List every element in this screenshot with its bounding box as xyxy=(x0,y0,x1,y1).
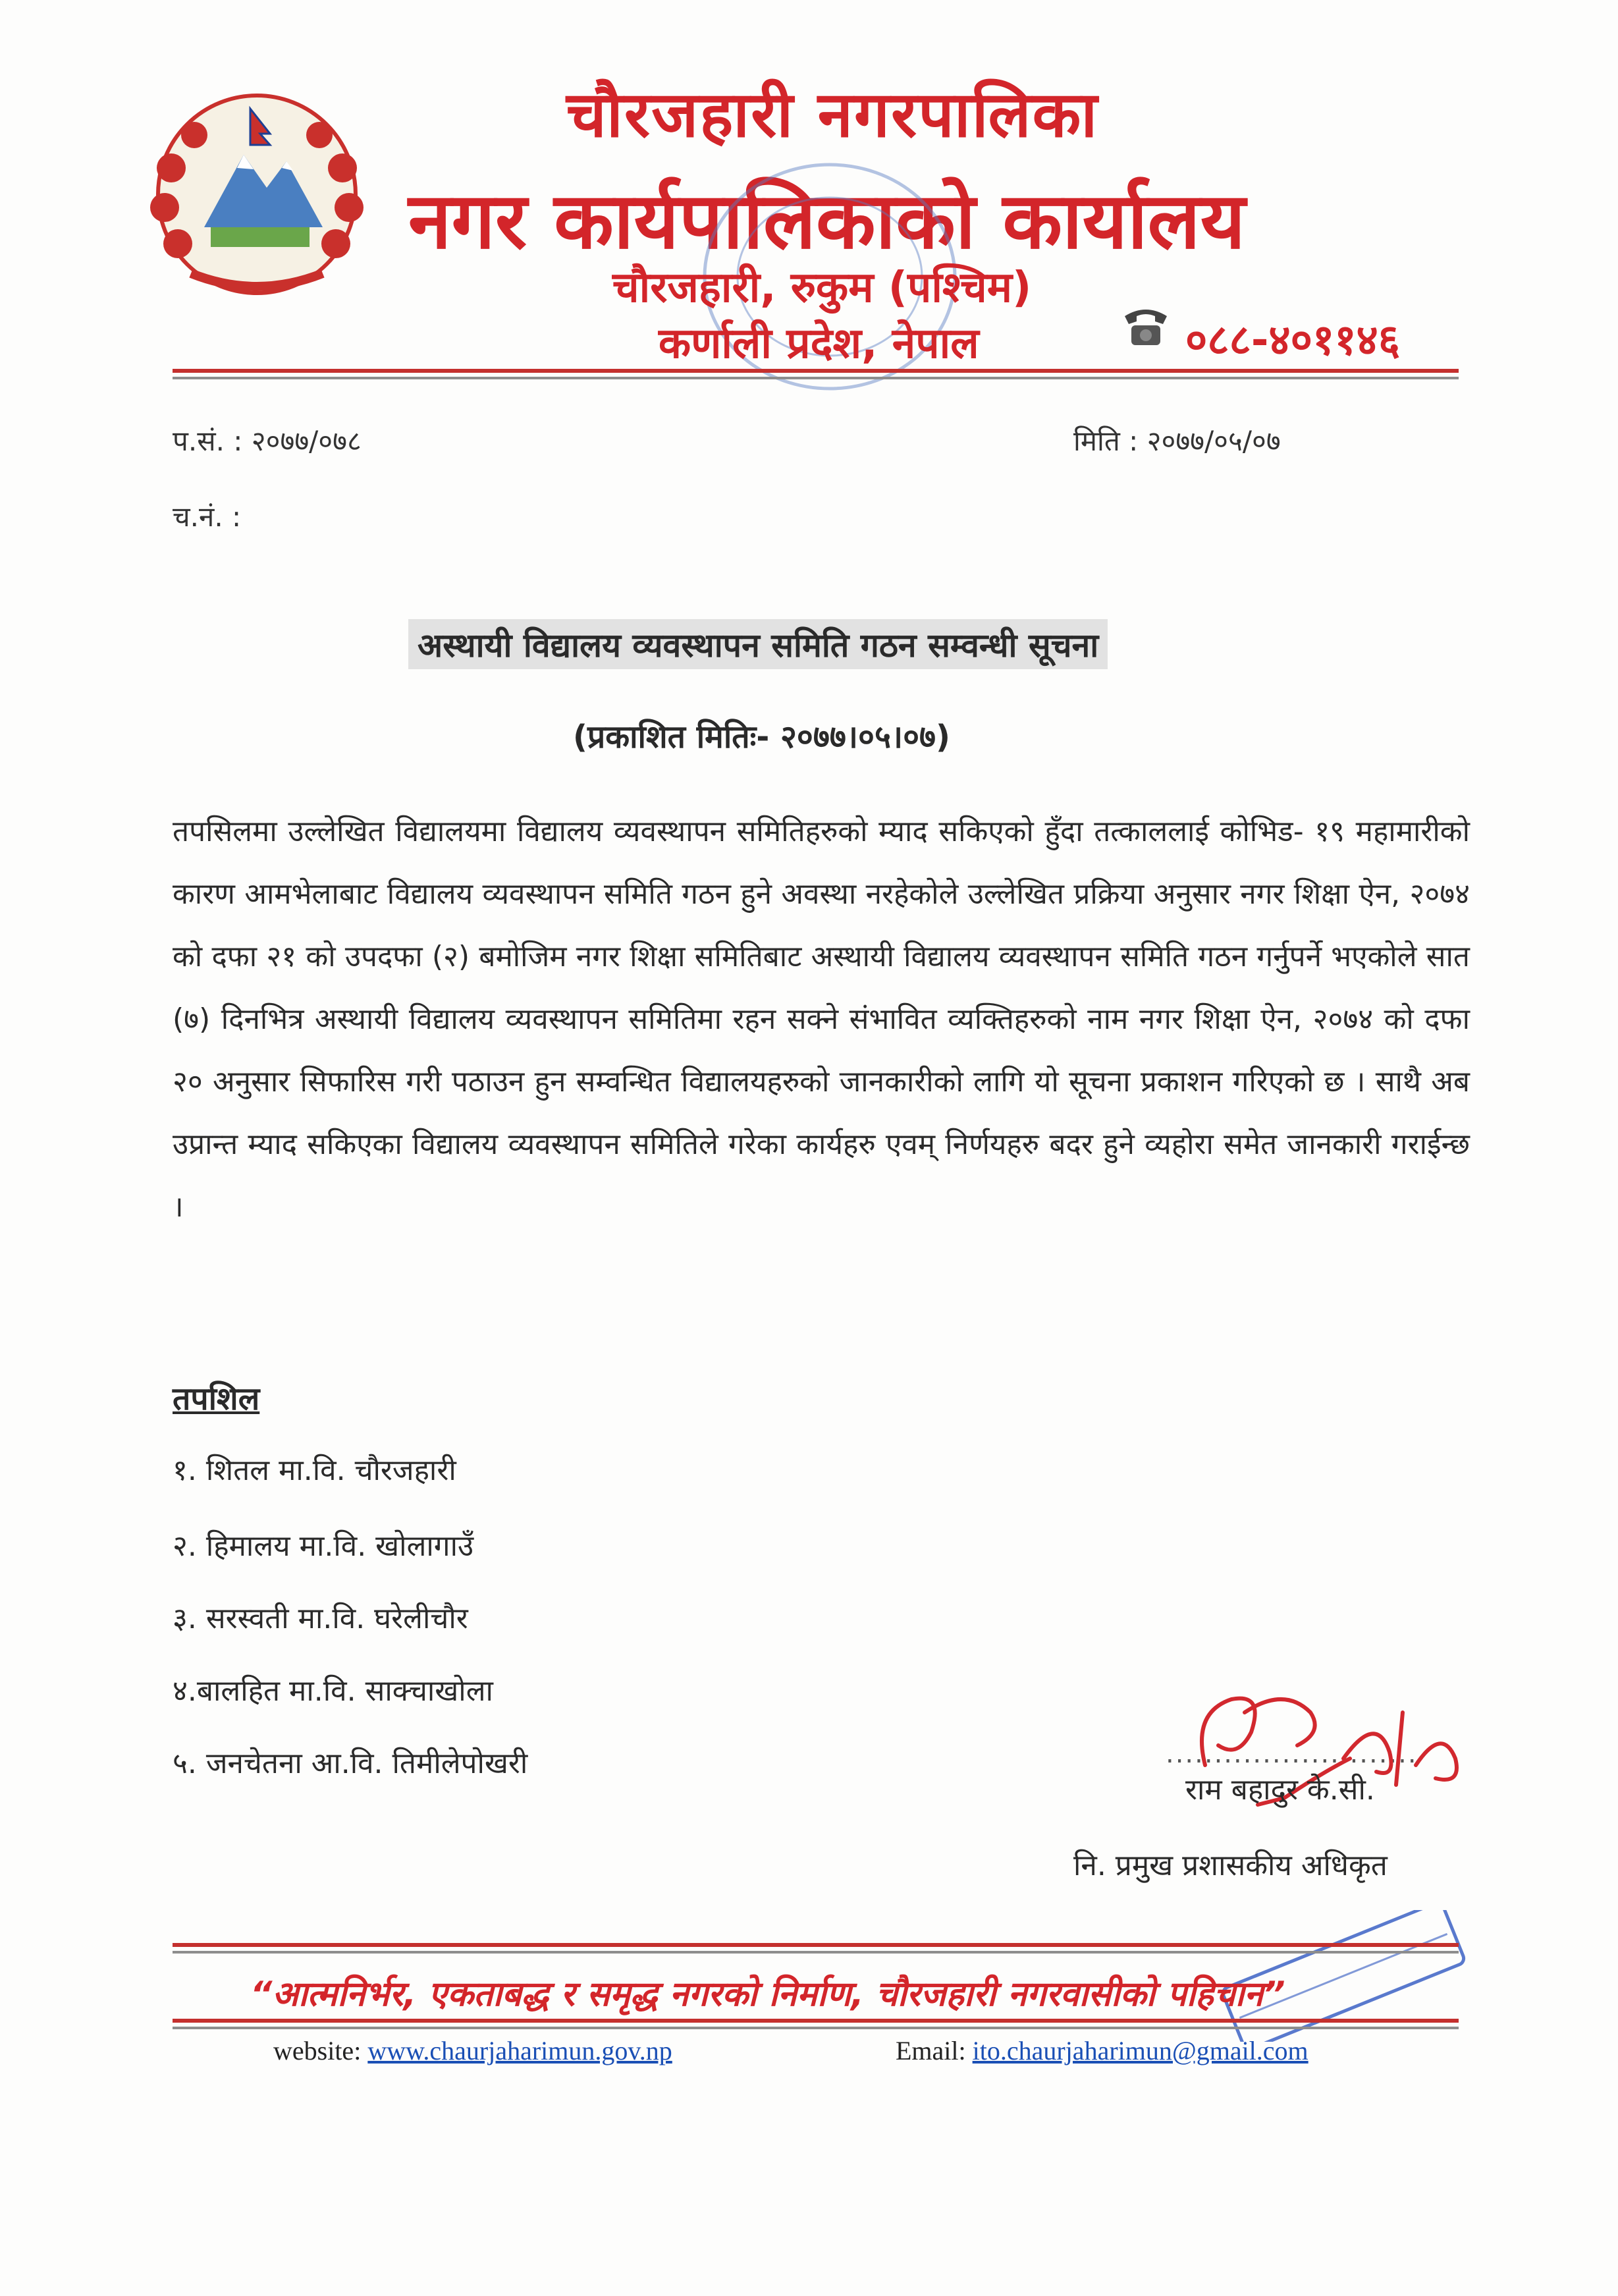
email-label: Email: xyxy=(896,2036,966,2065)
slogan-divider-red xyxy=(173,2019,1459,2023)
slogan-divider-gray xyxy=(173,2027,1459,2029)
phone-number: ०८८-४०११४६ xyxy=(1185,316,1401,365)
list-item: ३. सरस्वती मा.वि. घरेलीचौर xyxy=(173,1602,468,1635)
nepal-emblem-logo xyxy=(132,82,382,300)
telephone-icon xyxy=(1119,303,1172,349)
org-name: चौरजहारी नगरपालिका xyxy=(566,78,1099,151)
document-date: मिति : २०७७/०५/०७ xyxy=(1073,425,1281,457)
footer-divider-red xyxy=(173,1943,1459,1947)
published-date: (प्रकाशित मितिः- २०७७।०५।०७) xyxy=(573,719,950,755)
list-item: ५. जनचेतना आ.वि. तिमीलेपोखरी xyxy=(173,1747,528,1780)
signer-title: नि. प्रमुख प्रशासकीय अधिकृत xyxy=(1073,1849,1388,1882)
email-link[interactable]: ito.chaurjaharimun@gmail.com xyxy=(972,2036,1308,2065)
reference-number: प.सं. : २०७७/०७८ xyxy=(173,425,362,457)
notice-title: अस्थायी विद्यालय व्यवस्थापन समिति गठन सम्वन्धी सूचना xyxy=(408,619,1108,669)
website-info xyxy=(273,2035,672,2066)
dispatch-number: च.नं. : xyxy=(173,501,242,533)
footer-divider-gray xyxy=(173,1951,1459,1954)
address-line-1: चौरजहारी, रुकुम (पश्चिम) xyxy=(612,263,1032,312)
header-divider-red xyxy=(173,369,1459,373)
website-label: website: xyxy=(273,2036,362,2065)
office-name: नगर कार्यपालिकाको कार्यालय xyxy=(408,175,1246,266)
email-info xyxy=(896,2035,1308,2066)
slogan: “आत्मनिर्भर, एकताबद्ध र समृद्ध नगरको निर्माण, चौरजहारी नगरवासीको पहिचान” xyxy=(250,1975,1285,2014)
list-item: १. शितल मा.वि. चौरजहारी xyxy=(173,1454,456,1487)
signature-line: .......................... xyxy=(1166,1739,1418,1769)
list-item: २. हिमालय मा.वि. खोलागाउँ xyxy=(173,1529,474,1563)
list-item: ४.बालहित मा.वि. साक्चाखोला xyxy=(173,1674,493,1708)
schedule-heading: तपशिल xyxy=(173,1380,260,1417)
website-link[interactable]: www.chaurjaharimun.gov.np xyxy=(367,2036,672,2065)
handwritten-signature xyxy=(1179,1673,1482,1851)
address-line-2: कर्णाली प्रदेश, नेपाल xyxy=(659,319,979,368)
notice-body: तपसिलमा उल्लेखित विद्यालयमा विद्यालय व्यवस्थापन समितिहरुको म्याद सकिएको हुँदा तत्काललाई कोभिड- १९ महामारीको कारण आमभेलाबाट विद्यालय व्यवस्थापन समिति गठन हुने अवस्था नरहेकोले उल्लेखित प्रक्रिया अनुसार नगर शिक्षा ऐन, २०७४ को दफा २१ को उपदफा (२) बमोजिम नगर शिक्षा समितिबाट अस्थायी विद्यालय व्यवस्थापन समिति गठन गर्नुपर्ने भएकोले सात (७) दिनभित्र अस्थायी विद्यालय व्यवस्थापन समितिमा रहन सक्ने संभावित व्यक्तिहरुको नाम नगर शिक्षा ऐन, २०७४ को दफा २० अनुसार सिफारिस गरी पठाउन हुन सम्वन्धित विद्यालयहरुको जानकारीको लागि यो सूचना प्रकाशन गरिएको छ । साथै अब उप्रान्त म्याद सकिएका विद्यालय व्यवस्थापन समितिले गरेका कार्यहरु एवम् निर्णयहरु बदर हुने व्यहोरा समेत जानकारी गराईन्छ । xyxy=(173,815,1470,1224)
header-divider-gray xyxy=(173,377,1459,379)
signer-name: राम बहादुर के.सी. xyxy=(1185,1773,1375,1807)
